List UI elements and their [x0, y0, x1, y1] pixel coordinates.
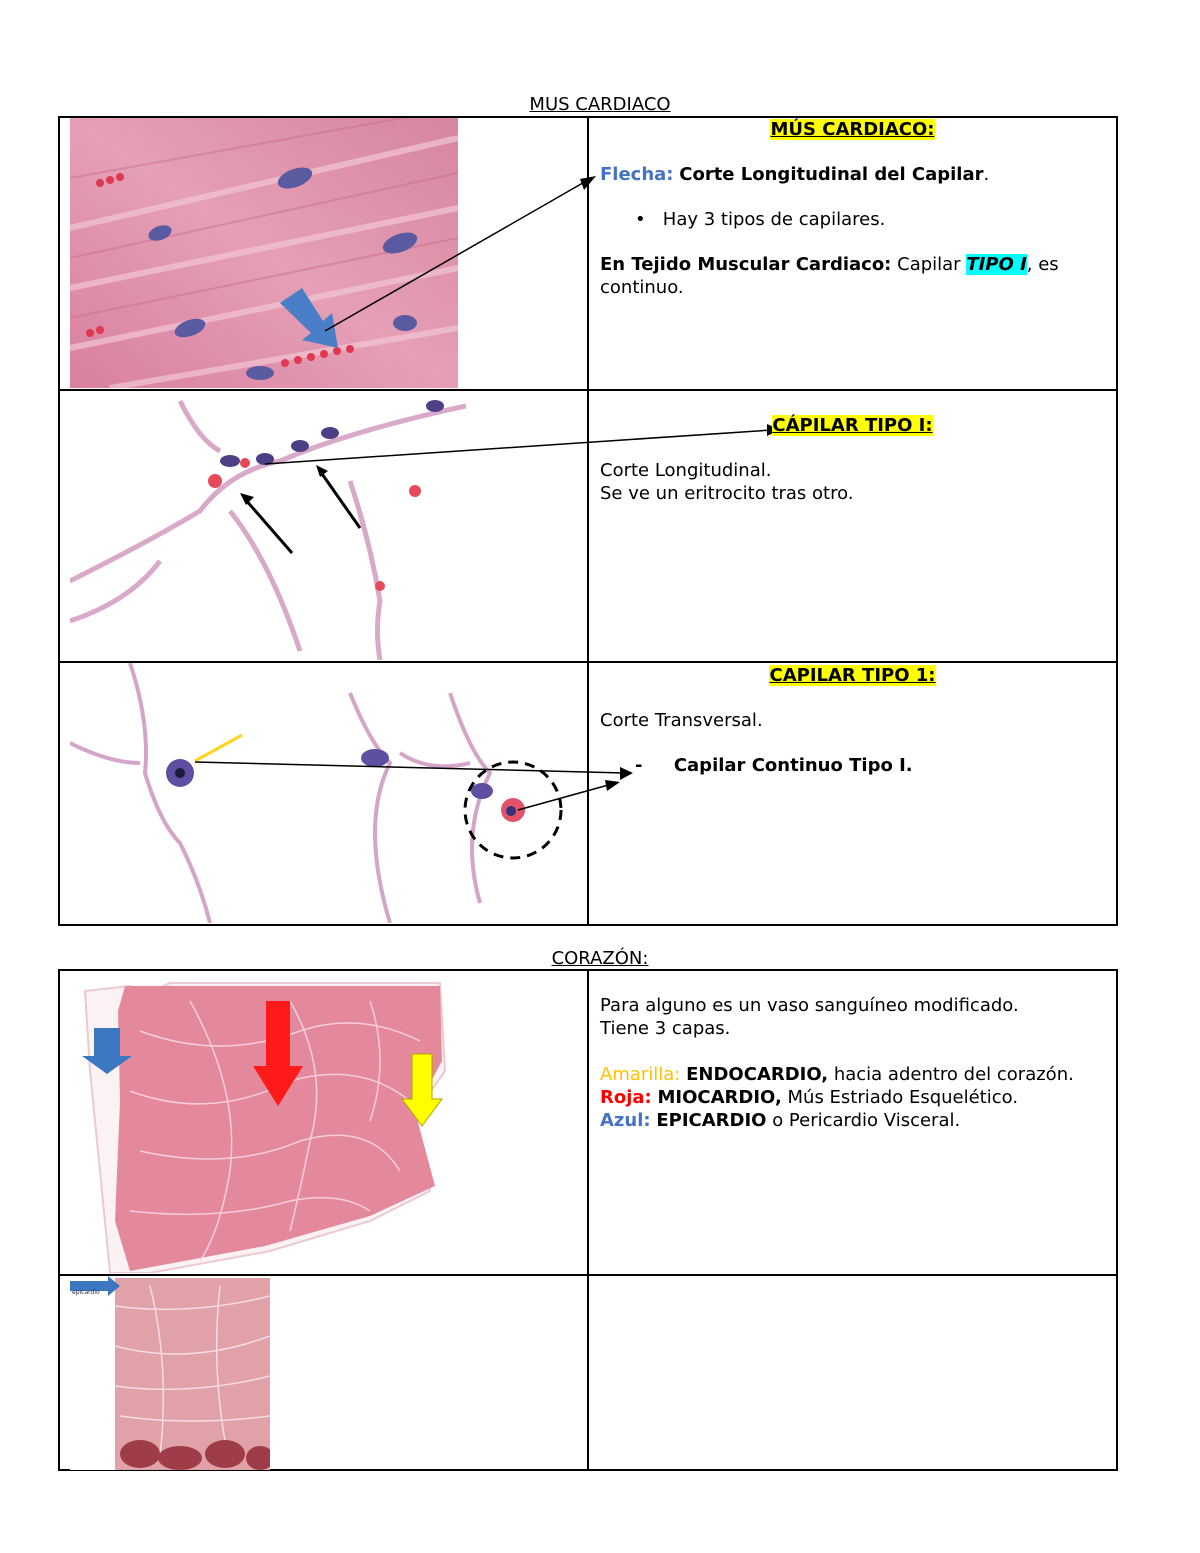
cell-capilar-tipo-i: [600, 414, 1105, 505]
text-line: Para alguno es un vaso sanguíneo modificado.: [600, 995, 1019, 1016]
cell-header: CÁPILAR TIPO I:: [772, 415, 933, 436]
heart-wall-micrograph: [70, 971, 450, 1273]
section-title-mus-cardiaco: MUS CARDIACO: [529, 94, 671, 115]
layer-term-epicardio: EPICARDIO: [656, 1110, 767, 1131]
cell-corazon-description: [600, 994, 1105, 1132]
layer-term-endocardio: ENDOCARDIO,: [686, 1064, 829, 1085]
layer-label-amarilla: Amarilla:: [600, 1064, 681, 1085]
capilar-word: Capilar: [897, 254, 961, 275]
list-item: Capilar Continuo Tipo I.: [673, 755, 913, 776]
layer-label-roja: Roja:: [600, 1087, 652, 1108]
cell-capilar-tipo-1: [600, 664, 1105, 777]
section-title-corazon: CORAZÓN:: [551, 948, 649, 969]
table-divider: [587, 969, 589, 1471]
cell-header: CAPILAR TIPO 1:: [769, 665, 936, 686]
punctuation: .: [983, 164, 990, 185]
text-line: Se ve un eritrocito tras otro.: [600, 483, 854, 504]
text-line: Corte Transversal.: [600, 710, 763, 731]
layer-desc: o Pericardio Visceral.: [766, 1110, 961, 1131]
cell-capilar-description: [600, 118, 1105, 299]
epicardio-image-label: epicardio: [72, 1289, 100, 1296]
arrow-description: Corte Longitudinal del Capilar: [679, 164, 984, 185]
bullet-icon: •: [635, 209, 646, 230]
layer-desc: Mús Estriado Esquelético.: [781, 1087, 1019, 1108]
text-line: Corte Longitudinal.: [600, 460, 772, 481]
tissue-rest: , es continuo.: [600, 254, 1059, 298]
arrow-label: Flecha:: [600, 164, 674, 185]
cell-header: MÚS CARDIACO:: [770, 119, 935, 140]
epicardio-micrograph: [70, 1276, 270, 1470]
tissue-label: En Tejido Muscular Cardiaco:: [600, 254, 892, 275]
layer-term-miocardio: MIOCARDIO,: [657, 1087, 782, 1108]
layer-label-azul: Azul:: [600, 1110, 651, 1131]
dash-marker: -: [635, 755, 643, 776]
bullet-item: Hay 3 tipos de capilares.: [662, 209, 886, 230]
layer-desc: hacia adentro del corazón.: [828, 1064, 1074, 1085]
text-line: Tiene 3 capas.: [600, 1018, 731, 1039]
tipo-highlight: TIPO I: [966, 254, 1027, 275]
